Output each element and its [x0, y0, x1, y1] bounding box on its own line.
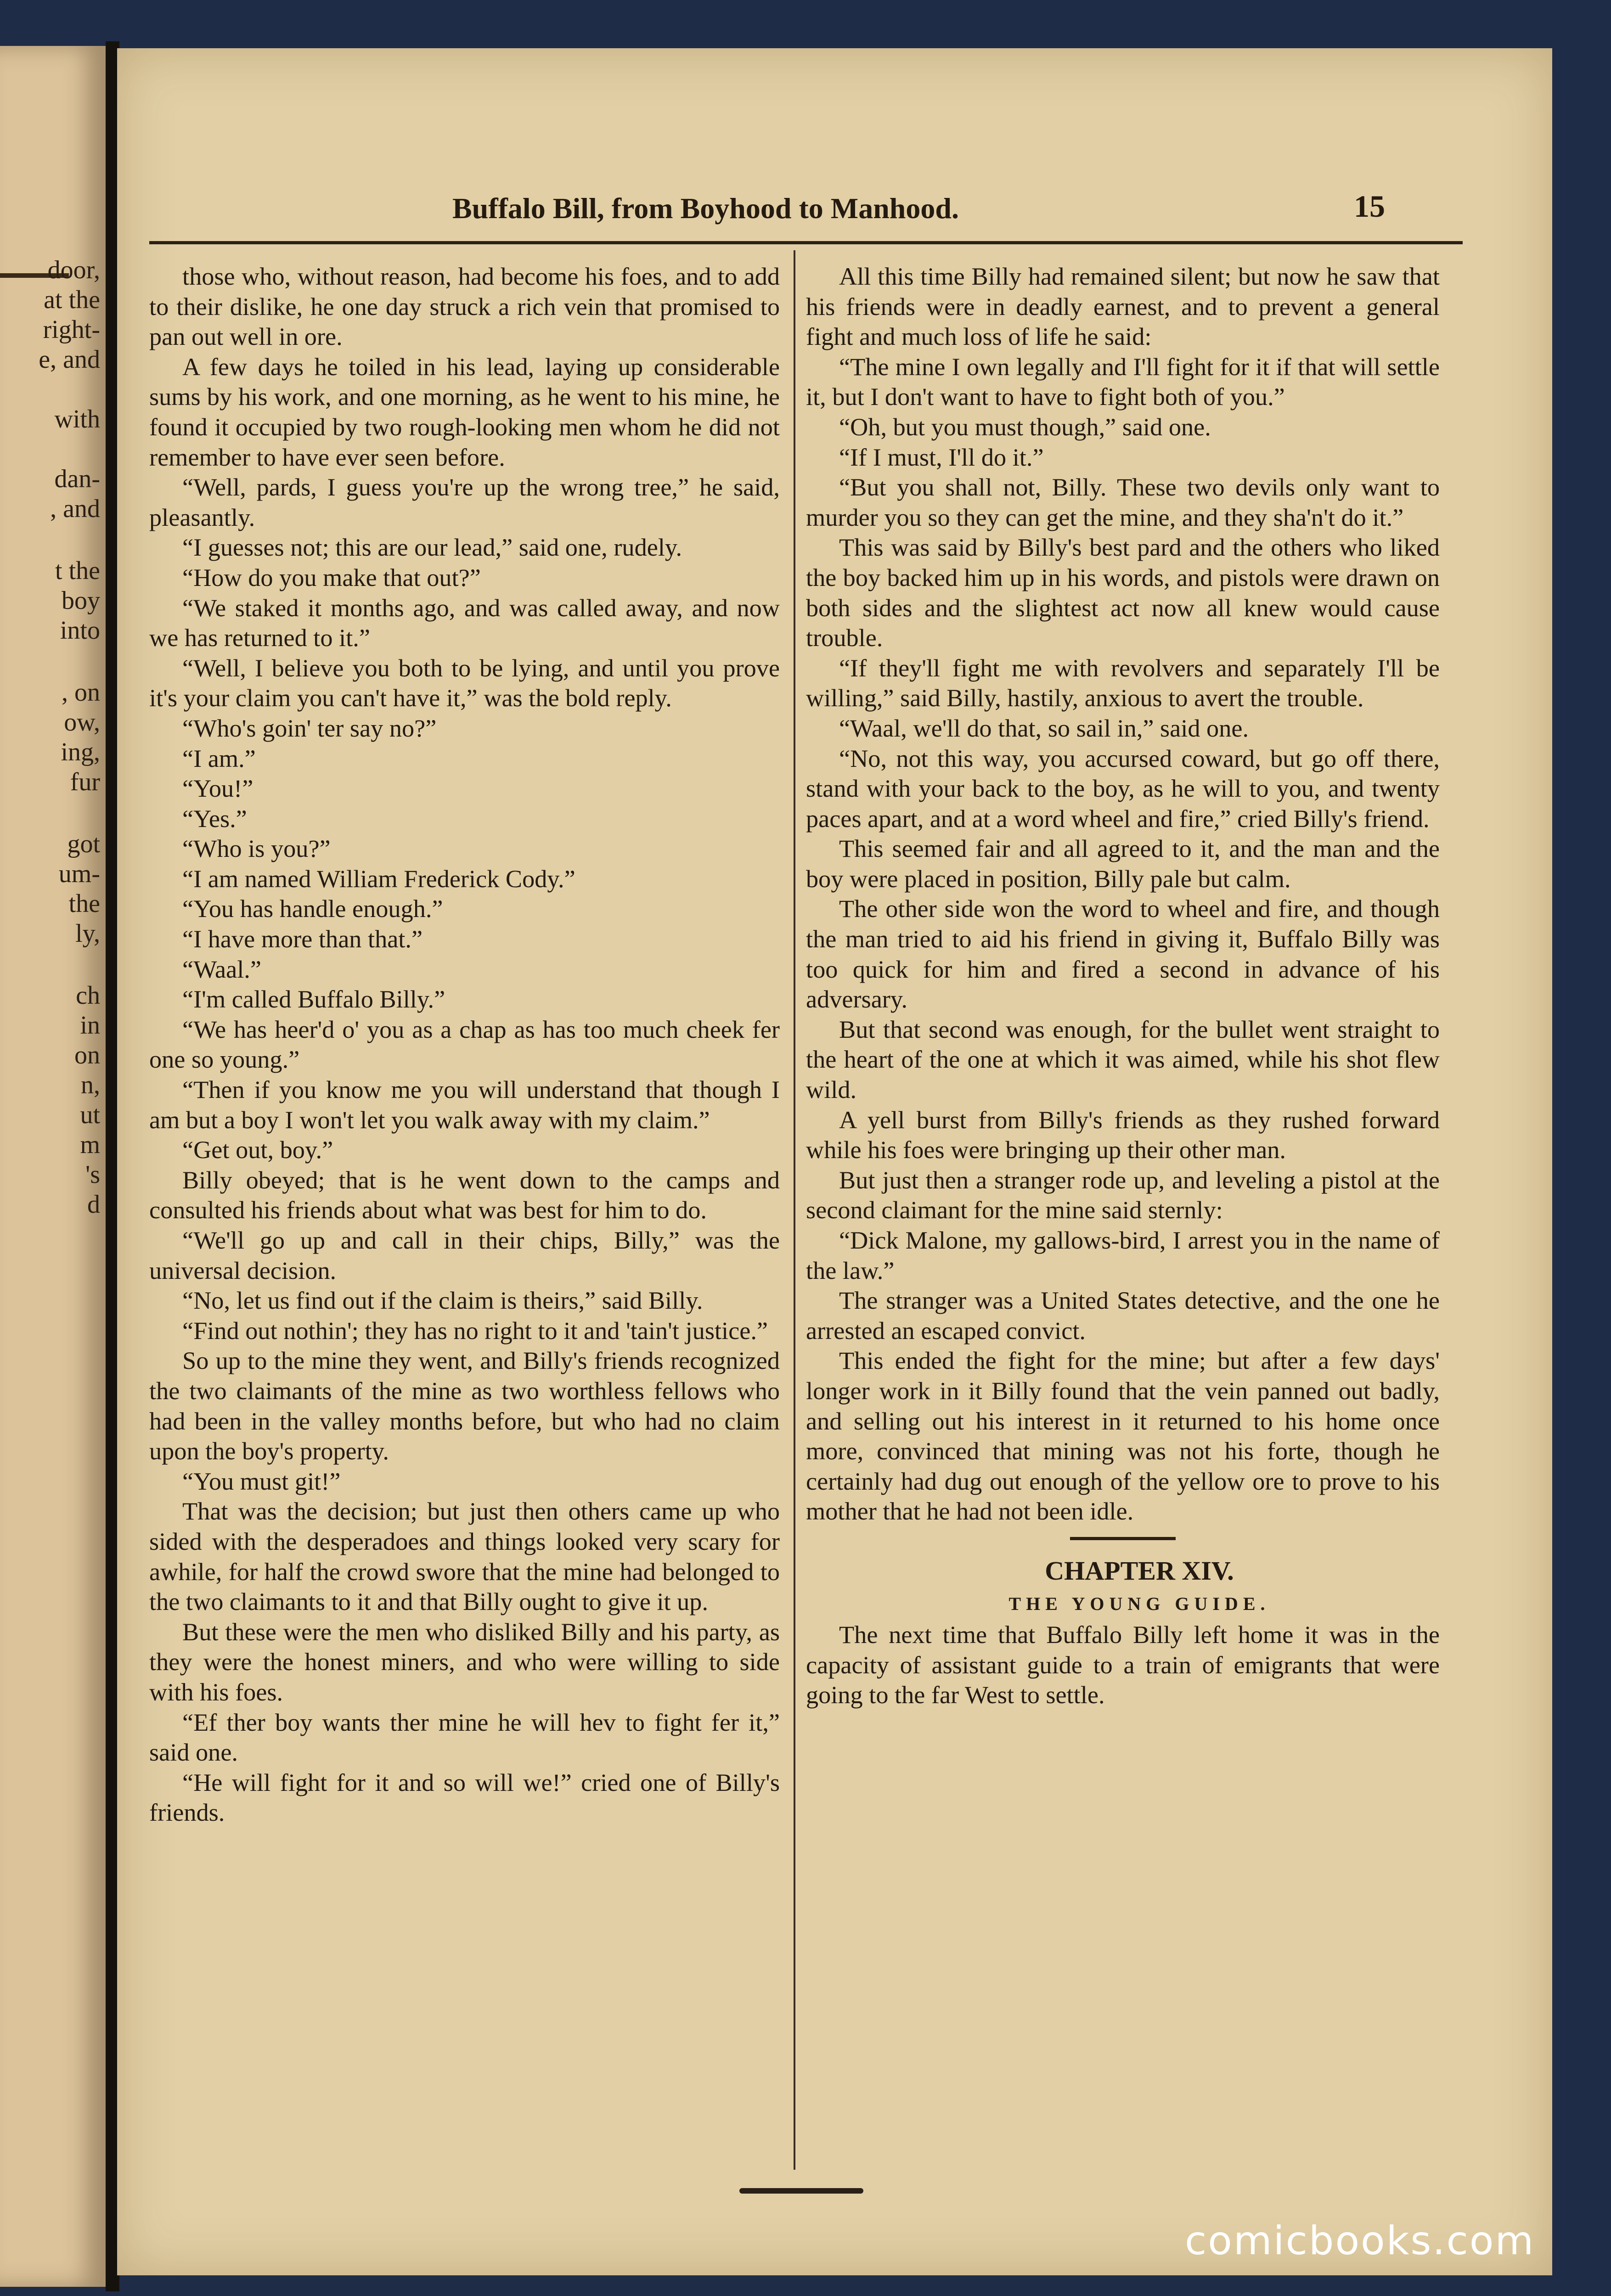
right-paragraph: “Oh, but you must though,” said one. — [839, 413, 1211, 441]
left-paragraph: those who, without reason, had become his foes, and to add to their dislike, he one day struck a rich vein that promised to pan out well in ore. — [149, 263, 780, 351]
right-paragraph: “If they'll fight me with revolvers and separately I'll be willing,” said Billy, hastily, anxious to avert the trouble. — [806, 654, 1440, 712]
left-paragraph: “I'm called Buffalo Billy.” — [182, 985, 445, 1013]
left-paragraph: “Then if you know me you will understand that though I am but a boy I won't let you walk away with my claim.” — [149, 1076, 780, 1134]
previous-page-edge — [0, 46, 106, 2287]
left-paragraph: That was the decision; but just then others came up who sided with the desperadoes and things looked very scary for awhile, for half the crowd swore that the mine had belonged to the two claimants to it and that Billy ought to give it up. — [149, 1497, 780, 1616]
previous-page-fragment: um- — [58, 860, 100, 888]
header-rule — [149, 241, 1463, 244]
previous-page-fragment: m — [80, 1131, 100, 1159]
chapter-title: CHAPTER XIV. — [1045, 1555, 1234, 1586]
previous-page-fragment: , on — [62, 678, 100, 707]
left-paragraph: “He will fight for it and so will we!” cried one of Billy's friends. — [149, 1768, 780, 1827]
previous-page-fragment: ow, — [64, 708, 100, 737]
left-paragraph: “I am named William Frederick Cody.” — [182, 865, 575, 893]
previous-page-fragment: 's — [85, 1160, 100, 1189]
left-paragraph: “I am.” — [182, 744, 256, 772]
left-paragraph: “We'll go up and call in their chips, Billy,” was the universal decision. — [149, 1227, 780, 1284]
previous-page-fragment: e, and — [39, 345, 100, 374]
left-column — [149, 262, 780, 1828]
previous-page-fragment: dan- — [54, 465, 100, 493]
right-paragraph: The other side won the word to wheel and fire, and though the man tried to aid his friend in giving it, Buffalo Billy was too quick for him and fired a second in advance of his adversary. — [806, 895, 1440, 1013]
watermark: comicbooks.com — [1185, 2218, 1535, 2264]
right-paragraph: “The mine I own legally and I'll fight for it if that will settle it, but I don't want to have to fight both of you.” — [806, 353, 1440, 411]
previous-page-fragment: with — [54, 405, 100, 433]
previous-page-fragment: on — [74, 1041, 100, 1069]
left-paragraph: “You must git!” — [182, 1467, 341, 1495]
right-paragraph: But that second was enough, for the bullet went straight to the heart of the one at which it was aimed, while his shot flew wild. — [806, 1015, 1440, 1104]
previous-page-fragment: the — [68, 889, 100, 918]
right-paragraph: This seemed fair and all agreed to it, and the man and the boy were placed in position, Billy pale but calm. — [806, 835, 1440, 893]
right-paragraph: A yell burst from Billy's friends as they rushed forward while his foes were bringing up their other man. — [806, 1106, 1440, 1164]
book-page — [117, 48, 1552, 2275]
right-paragraph: But just then a stranger rode up, and leveling a pistol at the second claimant for the mine said sternly: — [806, 1166, 1440, 1224]
column-divider — [794, 250, 795, 2170]
left-paragraph: Billy obeyed; that is he went down to the camps and consulted his friends about what was best for him to do. — [149, 1166, 780, 1224]
left-paragraph: “I guesses not; this are our lead,” said one, rudely. — [182, 534, 682, 562]
right-paragraph: All this time Billy had remained silent; but now he saw that his friends were in deadly earnest, and to prevent a general fight and much loss of life he said: — [806, 263, 1440, 351]
left-paragraph: “Who is you?” — [182, 835, 331, 863]
left-paragraph: “We staked it months ago, and was called away, and now we has returned to it.” — [149, 594, 780, 652]
right-paragraph: This was said by Billy's best pard and the others who liked the boy backed him up in his words, and pistols were drawn on both sides and the slightest act now all knew would cause trouble. — [806, 534, 1440, 652]
left-paragraph: “How do you make that out?” — [182, 563, 481, 591]
left-paragraph: “Ef ther boy wants ther mine he will hev to fight fer it,” said one. — [149, 1708, 780, 1767]
right-paragraph: The stranger was a United States detective, and the one he arrested an escaped convict. — [806, 1287, 1440, 1345]
previous-page-fragment: t the — [55, 557, 100, 585]
chapter-subtitle: THE YOUNG GUIDE. — [1008, 1593, 1270, 1614]
previous-page-fragment: into — [60, 616, 100, 645]
previous-page-fragment: n, — [81, 1071, 100, 1099]
left-paragraph: “You!” — [182, 775, 253, 803]
left-paragraph: But these were the men who disliked Billy and his party, as they were the honest miners, and who were willing to side with his foes. — [149, 1618, 780, 1706]
page-number: 15 — [1354, 189, 1385, 224]
left-paragraph: “Find out nothin'; they has no right to it and 'tain't justice.” — [182, 1317, 768, 1345]
previous-page-fragment: got — [67, 830, 100, 858]
right-column-paragraphs — [806, 262, 1440, 1527]
previous-page-fragment: ing, — [61, 738, 100, 766]
previous-page-fragment: , and — [50, 495, 100, 523]
previous-page-fragment: ut — [80, 1101, 100, 1129]
right-paragraph: “If I must, I'll do it.” — [839, 443, 1044, 471]
previous-page-fragment: ch — [76, 981, 100, 1010]
previous-page-fragment: boy — [62, 586, 100, 615]
right-paragraph: “But you shall not, Billy. These two devils only want to murder you so they can get the mine, and they sha'n't do it.” — [806, 473, 1440, 531]
previous-page-fragment: door, — [47, 256, 100, 284]
running-header: Buffalo Bill, from Boyhood to Manhood. — [452, 192, 959, 225]
previous-page-fragment: ly, — [75, 919, 100, 948]
left-paragraph: “Yes.” — [182, 805, 247, 833]
previous-page-fragment: at the — [44, 286, 100, 314]
previous-page-fragment: fur — [70, 768, 100, 796]
left-paragraph: “Well, I believe you both to be lying, and until you prove it's your claim you can't have it,” was the bold reply. — [149, 654, 780, 712]
previous-page-fragment: in — [80, 1011, 100, 1040]
left-paragraph: So up to the mine they went, and Billy's friends recognized the two claimants of the mine as two worthless fellows who had been in the valley months before, but who had no claim upon the boy's property. — [149, 1347, 780, 1465]
left-paragraph: “Get out, boy.” — [182, 1136, 333, 1164]
left-paragraph: “You has handle enough.” — [182, 895, 443, 923]
left-paragraph: “Who's goin' ter say no?” — [182, 714, 437, 742]
left-paragraph: “Waal.” — [182, 955, 261, 983]
left-paragraph: A few days he toiled in his lead, laying up considerable sums by his work, and one morning, as he went to his mine, he found it occupied by two rough-looking men whom he did not remember to have ever seen before. — [149, 353, 780, 471]
left-paragraph: “Well, pards, I guess you're up the wrong tree,” he said, pleasantly. — [149, 473, 780, 531]
previous-page-fragment: d — [87, 1190, 100, 1219]
right-paragraph: “Waal, we'll do that, so sail in,” said one. — [839, 714, 1249, 742]
right-paragraph: This ended the fight for the mine; but after a few days' longer work in it Billy found that the vein panned out badly, and selling out his interest in it returned to his home once more, convinced that mining was not his forte, though he certainly had dug out enough of the yellow ore to prove to his mother that he had not been idle. — [806, 1347, 1440, 1525]
left-paragraph: “I have more than that.” — [182, 925, 423, 953]
left-paragraph: “No, let us find out if the claim is theirs,” said Billy. — [182, 1287, 703, 1315]
right-paragraph: “No, not this way, you accursed coward, but go off there, stand with your back to the boy, as he will to you, and twenty paces apart, and at a word wheel and fire,” cried Billy's friend. — [806, 744, 1440, 833]
right-paragraph: “Dick Malone, my gallows-bird, I arrest you in the name of the law.” — [806, 1227, 1440, 1284]
previous-page-fragment: right- — [43, 315, 100, 344]
left-paragraph: “We has heer'd o' you as a chap as has too much cheek fer one so young.” — [149, 1015, 780, 1074]
chapter-opening-paragraph: The next time that Buffalo Billy left home it was in the capacity of assistant guide to a train of emigrants that were going to the far West to settle. — [806, 1621, 1440, 1709]
chapter-rule — [1070, 1537, 1176, 1540]
right-column — [806, 262, 1440, 1711]
page-end-mark — [739, 2188, 863, 2194]
